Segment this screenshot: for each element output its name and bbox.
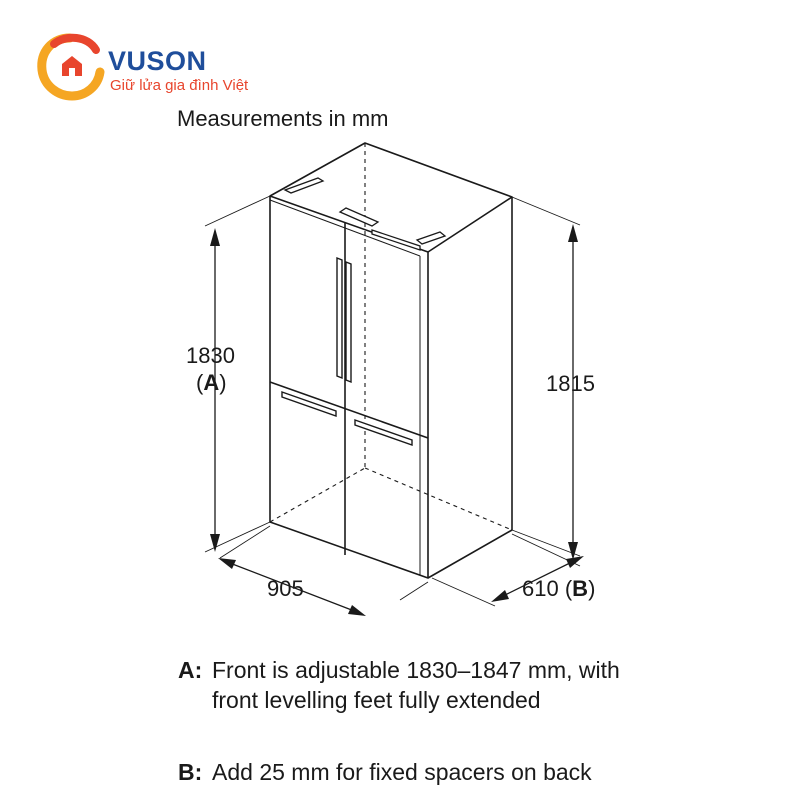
brand-name: VUSON — [108, 46, 207, 76]
height-front-value: 1830 — [186, 343, 235, 368]
left-door-handle — [337, 258, 342, 378]
dimension-label-height-front — [186, 345, 235, 367]
hidden-bottom-back-edge — [365, 468, 512, 530]
note-a-key: A: — [178, 657, 203, 683]
dimension-label-depth: 610 (B) — [522, 576, 596, 601]
arrow-1815-top — [568, 224, 578, 242]
arrow-905-left — [218, 558, 236, 569]
width-value: 905 — [267, 576, 304, 601]
height-back-value: 1815 — [546, 371, 595, 396]
depth-tag: B — [572, 576, 589, 601]
note-b — [178, 757, 592, 787]
top-hinge-left — [285, 178, 323, 193]
hidden-bottom-left-edge — [270, 468, 365, 522]
depth-value: 610 — [522, 576, 559, 601]
dimension-label-height-back — [546, 373, 595, 395]
fridge-front-face — [270, 196, 428, 578]
note-a-line1: Front is adjustable 1830–1847 mm, with — [212, 657, 620, 683]
arrow-610-left — [491, 590, 509, 602]
right-door-handle — [346, 262, 351, 382]
brand-slogan: Giữ lửa gia đình Việt — [110, 77, 249, 94]
top-hinge-right — [417, 232, 445, 244]
fridge-bottom-right-edge — [428, 530, 512, 578]
note-a-line2: front levelling feet fully extended — [212, 687, 541, 713]
fridge-drawer-divider — [270, 382, 428, 438]
measurements-title: Measurements in mm — [177, 106, 389, 131]
arrow-1830-top — [210, 228, 220, 246]
note-a — [178, 655, 620, 715]
right-drawer-handle — [355, 420, 412, 445]
note-b-line1: Add 25 mm for fixed spacers on back — [212, 759, 592, 785]
dimension-tag-a: (A) — [196, 370, 227, 395]
dimension-label-width — [267, 578, 304, 600]
note-b-key: B: — [178, 759, 203, 785]
arrow-905-right — [348, 605, 366, 616]
height-front-tag: A — [203, 370, 220, 395]
arrow-610-right — [566, 556, 584, 568]
